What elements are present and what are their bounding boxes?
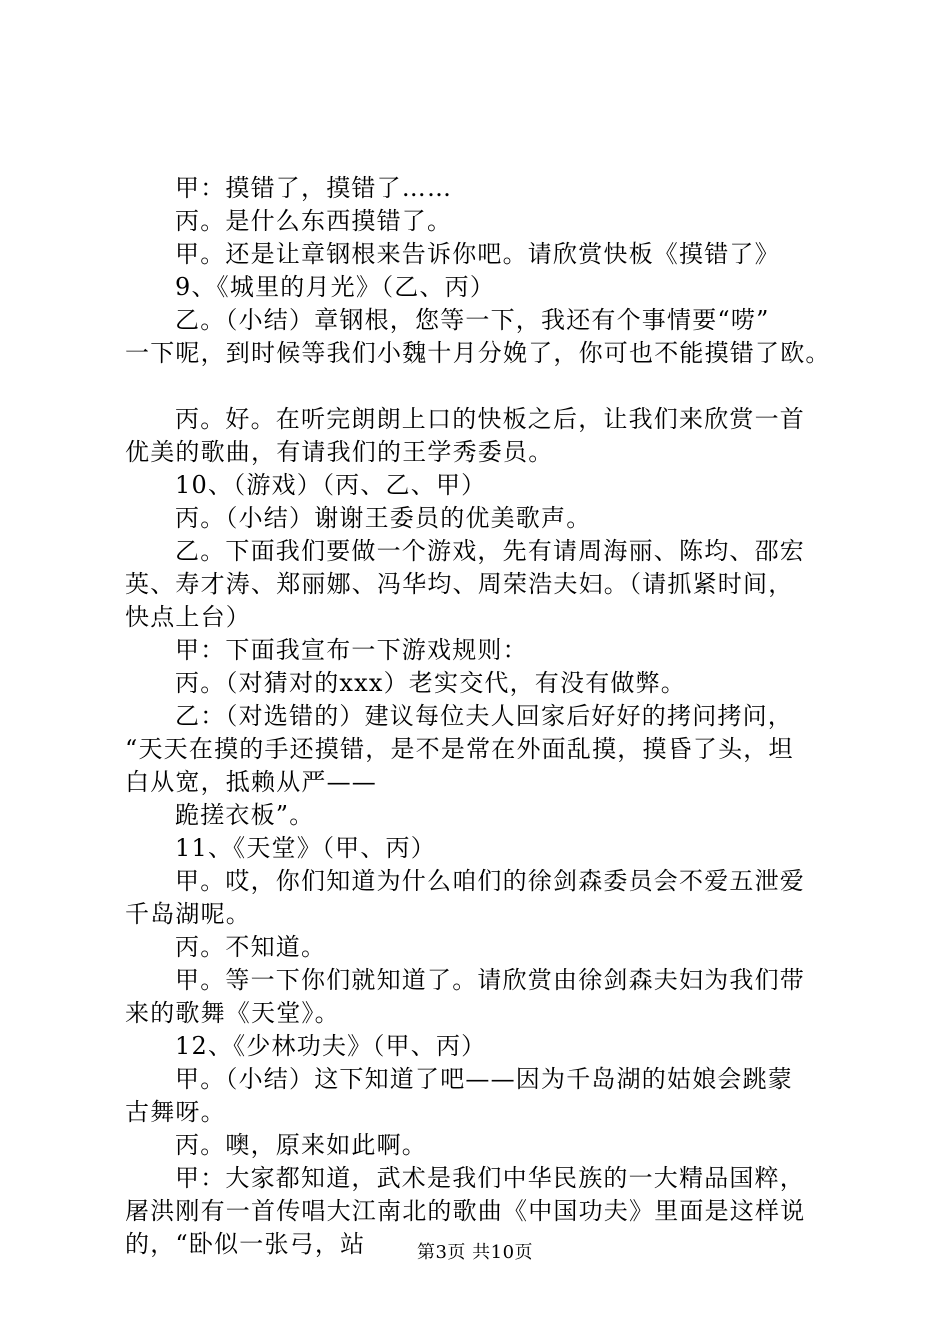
text-line: 甲。等一下你们就知道了。请欣赏由徐剑森夫妇为我们带 [175,966,805,994]
text-line: 丙。不知道。 [175,933,327,961]
text-line: 甲：大家都知道，武术是我们中华民族的一大精品国粹， [175,1164,805,1192]
text-line: 丙。是什么东西摸错了。 [175,207,453,235]
text-line: 乙：（对选错的）建议每位夫人回家后好好的拷问拷问， [175,702,793,730]
text-line: 千岛湖呢。 [125,900,251,928]
text-line: 乙。下面我们要做一个游戏，先有请周海丽、陈均、邵宏 [175,537,805,565]
text-line: 甲。（小结）这下知道了吧——因为千岛湖的姑娘会跳蒙 [175,1065,793,1093]
text-line: 丙。噢，原来如此啊。 [175,1131,427,1159]
document-body [125,172,835,1261]
text-line: 甲：摸错了，摸错了…… [175,174,453,202]
text-line: 丙。（对猜对的xxx）老实交代，有没有做弊。 [175,669,687,697]
text-line: 丙。（小结）谢谢王委员的优美歌声。 [175,504,592,532]
text-line: 屠洪刚有一首传唱大江南北的歌曲《中国功夫》里面是这样说 [125,1197,806,1225]
text-line: 的，“卧似一张弓，站 [125,1230,366,1258]
text-line: 优美的歌曲，有请我们的王学秀委员。 [125,438,554,466]
text-line: 跪搓衣板”。 [175,801,315,829]
text-line: 甲。还是让章钢根来告诉你吧。请欣赏快板《摸错了》 [175,240,780,268]
text-line: 甲：下面我宣布一下游戏规则： [175,636,528,664]
section-heading: 11、《天堂》（甲、丙） [175,834,436,862]
text-line: 一下呢，到时候等我们小魏十月分娩了，你可也不能摸错了欧。 [125,339,831,367]
page-number-footer: 第3页 共10页 [416,1242,534,1263]
text-line: 古舞呀。 [125,1098,226,1126]
text-line: 乙。（小结）章钢根，您等一下，我还有个事情要“唠” [175,306,770,334]
text-line: 来的歌舞《天堂》。 [125,999,340,1027]
text-line: 甲。哎，你们知道为什么咱们的徐剑森委员会不爱五泄爱 [175,867,805,895]
blank-line [125,370,835,403]
section-heading: 10、（游戏）（丙、乙、甲） [175,471,487,499]
text-line: 白从宽，抵赖从严—— [125,768,377,796]
text-line: 丙。好。在听完朗朗上口的快板之后，让我们来欣赏一首 [175,405,805,433]
text-line: 快点上台） [125,603,251,631]
section-heading: 9、《城里的月光》（乙、丙） [175,273,496,301]
text-line: 英、寿才涛、郑丽娜、冯华均、周荣浩夫妇。（请抓紧时间， [125,570,794,598]
section-heading: 12、《少林功夫》（甲、丙） [175,1032,487,1060]
text-line: “天天在摸的手还摸错，是不是常在外面乱摸，摸昏了头，坦 [125,735,794,763]
